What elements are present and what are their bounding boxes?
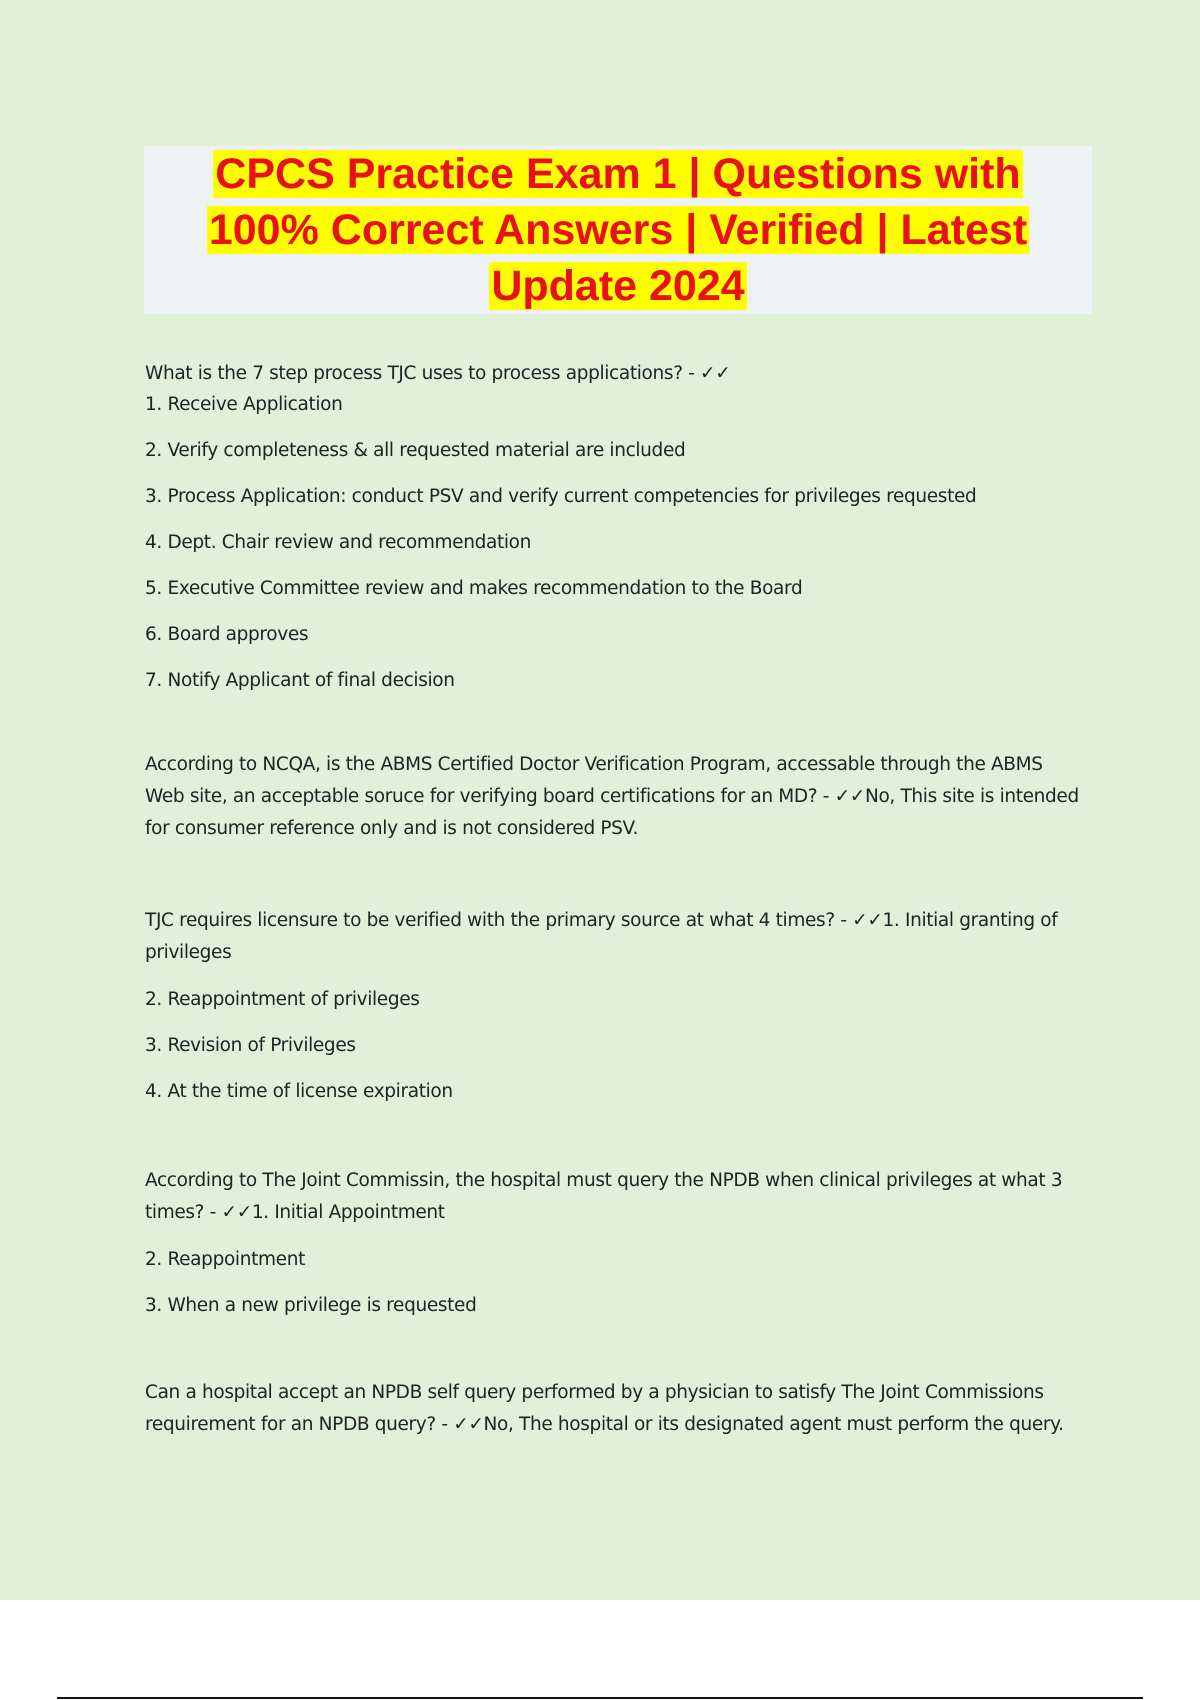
question-text: Can a hospital accept an NPDB self query performed by a physician to satisfy The Joint Commissions requirement for an NPDB query? - ✓✓No, The hospital or its designated agent must perform the query. — [145, 1382, 1064, 1435]
answer-item: 7. Notify Applicant of final decision — [145, 670, 455, 691]
answer-item: 1. Receive Application — [145, 394, 343, 415]
document-title — [144, 146, 1092, 314]
answer-item: 5. Executive Committee review and makes recommendation to the Board — [145, 578, 803, 599]
answer-item: 3. When a new privilege is requested — [145, 1295, 477, 1316]
qa-content — [145, 358, 1085, 1441]
answer-item: 4. Dept. Chair review and recommendation — [145, 532, 532, 553]
question-block-3 — [145, 905, 1085, 1107]
question-text: What is the 7 step process TJC uses to process applications? - ✓✓ — [145, 363, 731, 384]
footer-divider — [57, 1697, 1143, 1699]
answer-item: 3. Process Application: conduct PSV and verify current competencies for privileges requested — [145, 486, 977, 507]
answer-item: 2. Reappointment — [145, 1249, 305, 1270]
question-text: According to The Joint Commissin, the hospital must query the NPDB when clinical privileges at what 3 times? - ✓✓1. Initial Appointment — [145, 1170, 1063, 1223]
title-line-1: CPCS Practice Exam 1 | Questions with — [215, 150, 1021, 198]
question-block-1 — [145, 358, 1085, 696]
question-block-5 — [145, 1377, 1085, 1441]
question-block-4 — [145, 1165, 1085, 1321]
question-block-2 — [145, 749, 1085, 845]
answer-item: 6. Board approves — [145, 624, 309, 645]
answer-item: 3. Revision of Privileges — [145, 1035, 356, 1056]
answer-item: 2. Verify completeness & all requested material are included — [145, 440, 686, 461]
question-text: According to NCQA, is the ABMS Certified Doctor Verification Program, accessable through the ABMS Web site, an acceptable soruce for verifying board certifications for an MD? - ✓✓No, This site is intended for consumer reference only and is not considered PSV. — [145, 754, 1079, 839]
question-text: TJC requires licensure to be verified with the primary source at what 4 times? - ✓✓1. Initial granting of privileges — [145, 910, 1058, 963]
title-line-2: 100% Correct Answers | Verified | Latest — [208, 206, 1028, 254]
title-line-3: Update 2024 — [491, 262, 745, 310]
answer-item: 4. At the time of license expiration — [145, 1081, 453, 1102]
answer-item: 2. Reappointment of privileges — [145, 989, 420, 1010]
